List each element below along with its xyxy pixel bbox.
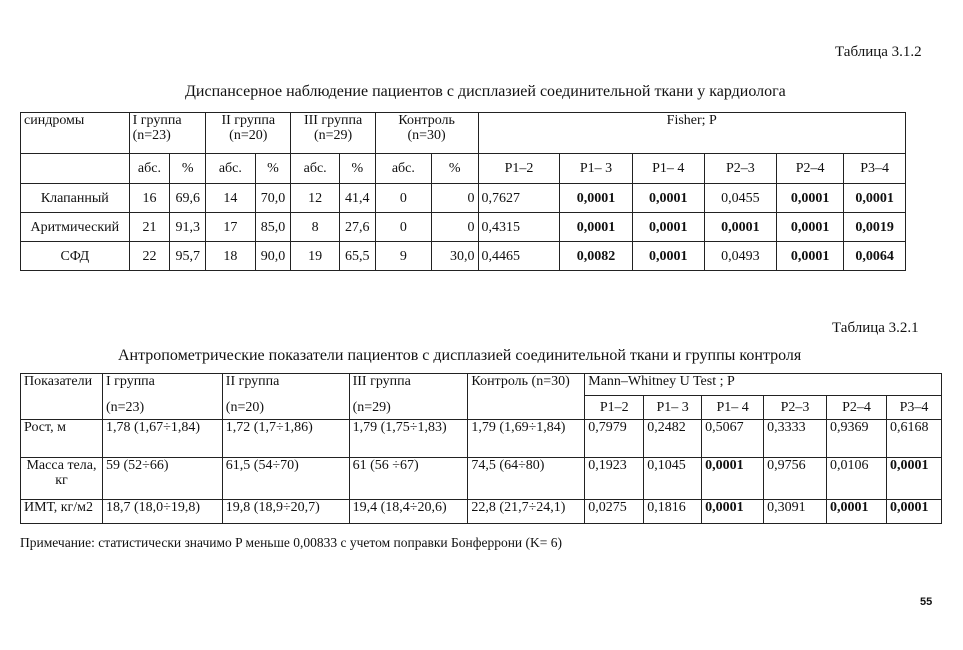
p-value: 0,0019	[844, 213, 906, 242]
table2-caption: Таблица 3.2.1	[832, 320, 919, 336]
p-value: 0,0001	[632, 242, 704, 271]
row-label: ИМТ, кг/м2	[21, 500, 103, 524]
t2-header-indicators: Показатели	[21, 374, 103, 420]
p-value: 0,0001	[702, 500, 764, 524]
t1-subheader-abs: абс.	[291, 154, 339, 184]
cell: 22,8 (21,7÷24,1)	[468, 500, 585, 524]
p-value: 0,0455	[704, 184, 776, 213]
t2-header-control: Контроль (n=30)	[468, 374, 585, 420]
cell: 85,0	[255, 213, 291, 242]
p-value: 0,3091	[764, 500, 827, 524]
t2-p-header: P3–4	[886, 396, 941, 420]
t1-p-header: P1– 4	[632, 154, 704, 184]
cell: 12	[291, 184, 339, 213]
page-number: 55	[920, 596, 933, 608]
cell: 65,5	[339, 242, 375, 271]
p-value: 0,0106	[827, 458, 887, 500]
p-value: 0,6168	[886, 420, 941, 458]
table-row	[21, 458, 942, 500]
cell: 61,5 (54÷70)	[222, 458, 349, 500]
t2-p-header: P2–4	[827, 396, 887, 420]
p-value: 0,4465	[478, 242, 560, 271]
p-value: 0,0275	[585, 500, 644, 524]
cell: 1,79 (1,75÷1,83)	[349, 420, 468, 458]
p-value: 0,0001	[777, 213, 844, 242]
t2-header-group3-n: (n=29)	[349, 396, 468, 420]
cell: 19	[291, 242, 339, 271]
t2-header-group1: I группа	[102, 374, 222, 396]
cell: 59 (52÷66)	[102, 458, 222, 500]
t1-subheader-abs: абс.	[129, 154, 170, 184]
cell: 91,3	[170, 213, 206, 242]
t2-header-group3: III группа	[349, 374, 468, 396]
cell: 1,78 (1,67÷1,84)	[102, 420, 222, 458]
t1-subheader-empty	[21, 154, 130, 184]
p-value: 0,7627	[478, 184, 560, 213]
table2-note: Примечание: статистически значимо P меньше 0,00833 с учетом поправки Бонферрони (K= 6)	[20, 535, 563, 550]
row-label: СФД	[21, 242, 130, 271]
table2	[20, 373, 942, 524]
t1-header-fisher: Fisher; P	[478, 113, 905, 154]
t1-p-header: P2–4	[777, 154, 844, 184]
t2-header-group2: II группа	[222, 374, 349, 396]
t1-subheader-pct: %	[170, 154, 206, 184]
t2-p-header: P1– 4	[702, 396, 764, 420]
p-value: 0,5067	[702, 420, 764, 458]
p-value: 0,0001	[704, 213, 776, 242]
t1-header-group3: III группа (n=29)	[291, 113, 375, 154]
cell: 19,8 (18,9÷20,7)	[222, 500, 349, 524]
p-value: 0,0001	[560, 213, 632, 242]
p-value: 0,7979	[585, 420, 644, 458]
t1-header-syndromes: синдромы	[21, 113, 130, 154]
p-value: 0,9369	[827, 420, 887, 458]
row-label: Масса тела, кг	[21, 458, 103, 500]
table-row	[21, 184, 906, 213]
t1-header-group1: I группа (n=23)	[129, 113, 206, 154]
p-value: 0,0001	[632, 184, 704, 213]
cell: 9	[375, 242, 431, 271]
cell: 70,0	[255, 184, 291, 213]
table1	[20, 112, 906, 271]
cell: 61 (56 ÷67)	[349, 458, 468, 500]
cell: 1,72 (1,7÷1,86)	[222, 420, 349, 458]
row-label: Аритмический	[21, 213, 130, 242]
cell: 18,7 (18,0÷19,8)	[102, 500, 222, 524]
t1-p-header: P3–4	[844, 154, 906, 184]
p-value: 0,0064	[844, 242, 906, 271]
p-value: 0,1816	[644, 500, 702, 524]
cell: 0	[431, 184, 478, 213]
p-value: 0,2482	[644, 420, 702, 458]
p-value: 0,0493	[704, 242, 776, 271]
table1-caption: Таблица 3.1.2	[835, 44, 922, 60]
p-value: 0,0001	[702, 458, 764, 500]
t1-subheader-abs: абс.	[206, 154, 255, 184]
p-value: 0,0001	[844, 184, 906, 213]
row-label: Рост, м	[21, 420, 103, 458]
p-value: 0,0001	[777, 242, 844, 271]
cell: 17	[206, 213, 255, 242]
p-value: 0,0001	[886, 458, 941, 500]
cell: 90,0	[255, 242, 291, 271]
cell: 0	[431, 213, 478, 242]
p-value: 0,0001	[886, 500, 941, 524]
p-value: 0,0001	[827, 500, 887, 524]
p-value: 0,9756	[764, 458, 827, 500]
t1-subheader-pct: %	[339, 154, 375, 184]
cell: 27,6	[339, 213, 375, 242]
cell: 21	[129, 213, 170, 242]
cell: 8	[291, 213, 339, 242]
table1-title: Диспансерное наблюдение пациентов с дисплазией соединительной ткани у кардиолога	[185, 83, 786, 100]
t1-p-header: P1–2	[478, 154, 560, 184]
cell: 1,79 (1,69÷1,84)	[468, 420, 585, 458]
cell: 74,5 (64÷80)	[468, 458, 585, 500]
t2-p-header: P1–2	[585, 396, 644, 420]
cell: 95,7	[170, 242, 206, 271]
p-value: 0,1045	[644, 458, 702, 500]
cell: 0	[375, 213, 431, 242]
table-row	[21, 242, 906, 271]
p-value: 0,0001	[777, 184, 844, 213]
table-row	[21, 213, 906, 242]
t2-header-group1-n: (n=23)	[102, 396, 222, 420]
cell: 69,6	[170, 184, 206, 213]
t1-header-control: Контроль (n=30)	[375, 113, 478, 154]
p-value: 0,0082	[560, 242, 632, 271]
table2-title: Антропометрические показатели пациентов с дисплазией соединительной ткани и группы контроля	[118, 347, 802, 364]
t2-header-group2-n: (n=20)	[222, 396, 349, 420]
t1-subheader-pct: %	[255, 154, 291, 184]
p-value: 0,1923	[585, 458, 644, 500]
t1-header-group2: II группа (n=20)	[206, 113, 291, 154]
table-row	[21, 500, 942, 524]
cell: 22	[129, 242, 170, 271]
p-value: 0,4315	[478, 213, 560, 242]
p-value: 0,0001	[560, 184, 632, 213]
cell: 14	[206, 184, 255, 213]
t2-p-header: P2–3	[764, 396, 827, 420]
p-value: 0,0001	[632, 213, 704, 242]
t1-subheader-abs: абс.	[375, 154, 431, 184]
cell: 16	[129, 184, 170, 213]
t2-p-header: P1– 3	[644, 396, 702, 420]
row-label: Клапанный	[21, 184, 130, 213]
cell: 18	[206, 242, 255, 271]
cell: 19,4 (18,4÷20,6)	[349, 500, 468, 524]
table-row	[21, 420, 942, 458]
t2-header-mann-whitney: Mann–Whitney U Test ; P	[585, 374, 942, 396]
cell: 30,0	[431, 242, 478, 271]
p-value: 0,3333	[764, 420, 827, 458]
cell: 0	[375, 184, 431, 213]
cell: 41,4	[339, 184, 375, 213]
t1-subheader-pct: %	[431, 154, 478, 184]
t1-p-header: P1– 3	[560, 154, 632, 184]
t1-p-header: P2–3	[704, 154, 776, 184]
